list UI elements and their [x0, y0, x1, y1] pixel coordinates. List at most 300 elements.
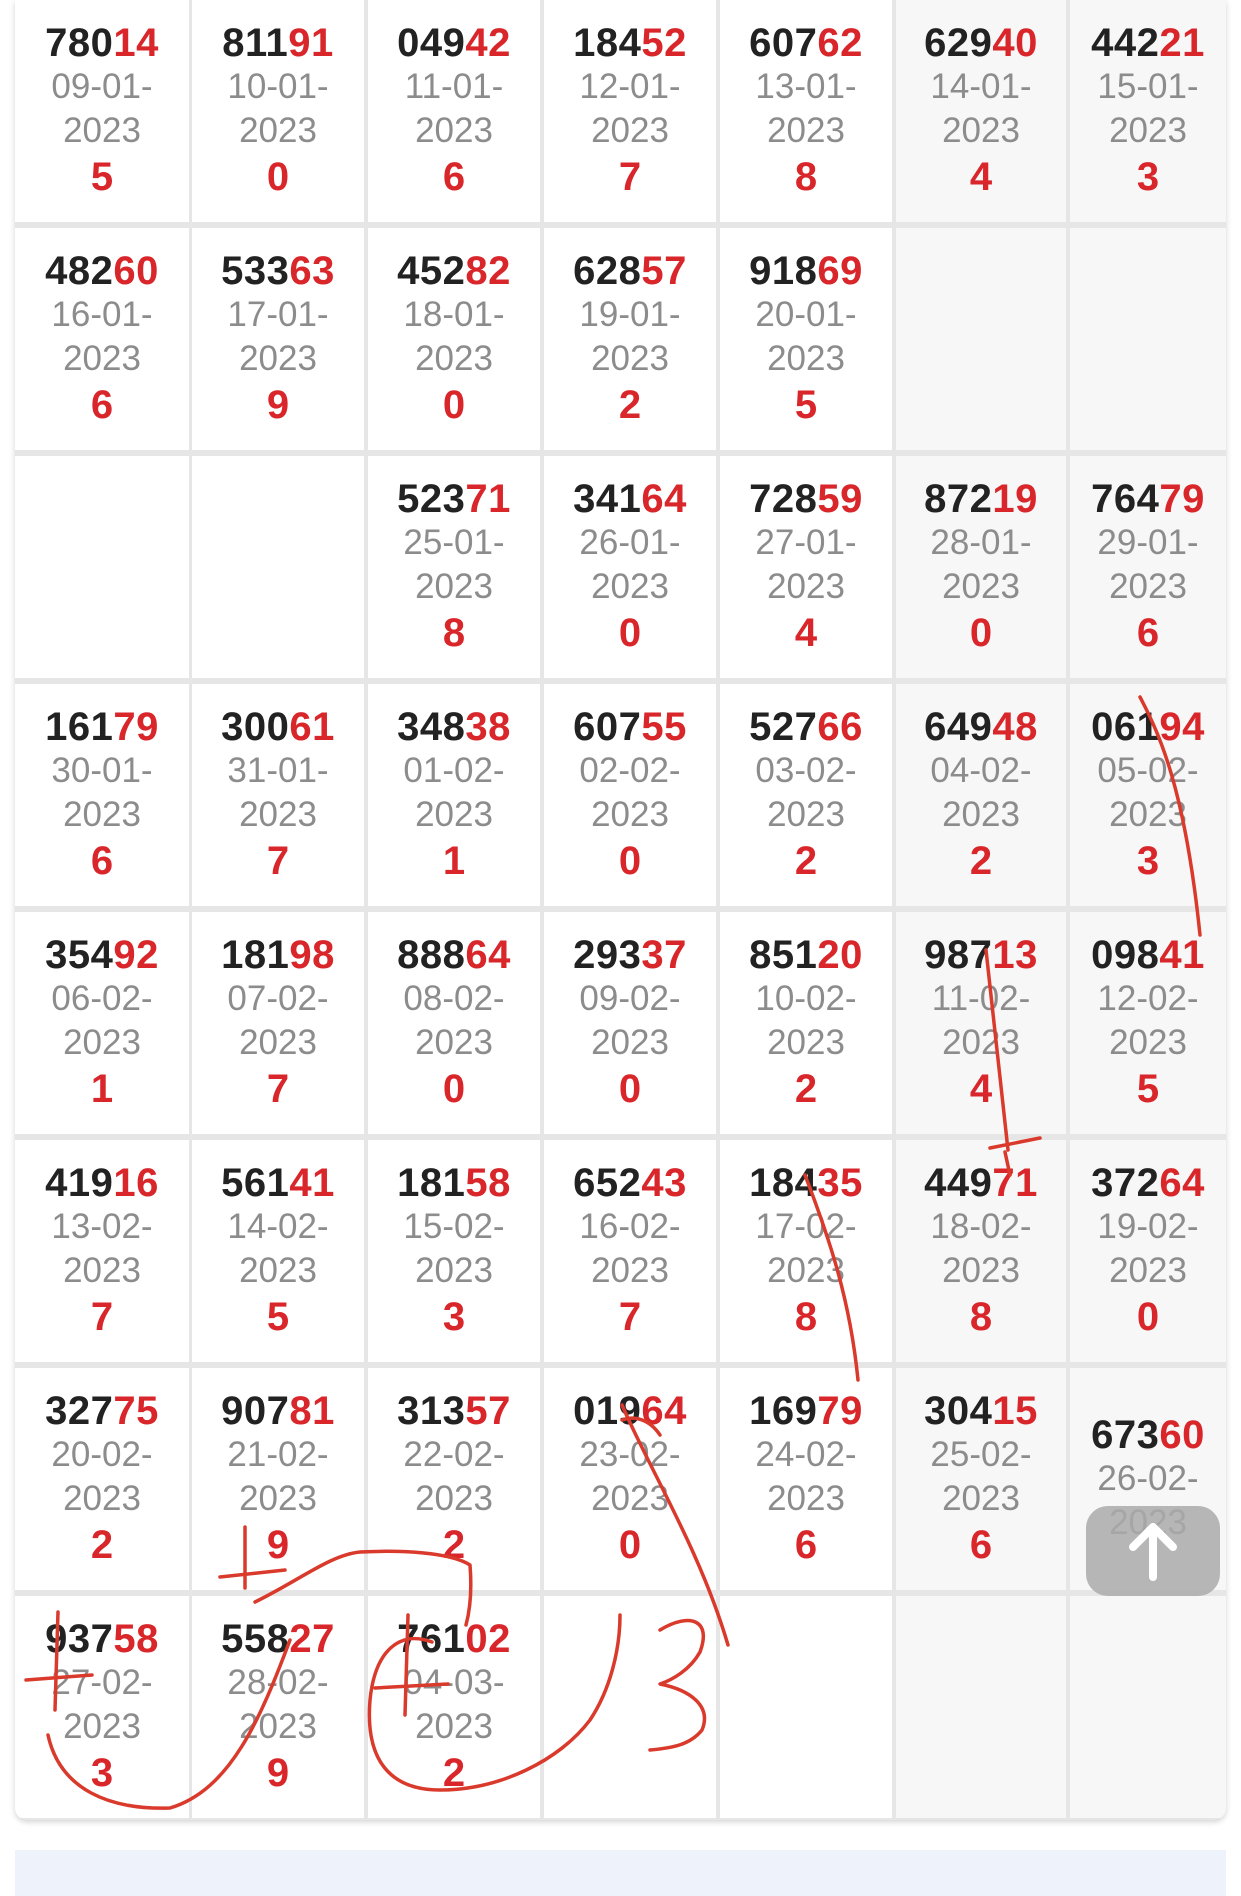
result-date-year: 2023 [63, 339, 141, 378]
result-date-day: 17-01- [227, 295, 329, 334]
result-digit: 1 [90, 1067, 114, 1111]
result-lead-digits: 607 [749, 21, 818, 65]
result-date-day: 10-02- [755, 979, 857, 1018]
result-digit: 3 [90, 1751, 114, 1795]
result-number [397, 1617, 511, 1661]
result-number [45, 249, 159, 293]
result-cell [720, 456, 892, 678]
footer-bar [15, 1850, 1226, 1896]
result-digit: 7 [90, 1295, 114, 1339]
result-tail-digits: 48 [992, 705, 1038, 749]
result-date-year: 2023 [1109, 1023, 1187, 1062]
result-digit: 8 [794, 1295, 818, 1339]
result-digit: 0 [969, 611, 993, 655]
result-date-year: 2023 [767, 111, 845, 150]
result-date-day: 11-01- [404, 67, 504, 106]
result-cell [720, 912, 892, 1134]
result-tail-digits: 38 [465, 705, 511, 749]
result-date-day: 12-01- [579, 67, 681, 106]
result-date-day: 25-01- [403, 523, 505, 562]
result-digit: 7 [266, 839, 290, 883]
result-number [573, 933, 687, 977]
result-date-year: 2023 [942, 111, 1020, 150]
result-date-day: 22-02- [403, 1435, 505, 1474]
result-tail-digits: 40 [992, 21, 1038, 65]
result-digit: 0 [618, 1067, 642, 1111]
result-number [573, 1389, 687, 1433]
result-date-year: 2023 [767, 795, 845, 834]
result-tail-digits: 62 [817, 21, 863, 65]
result-tail-digits: 94 [1159, 705, 1205, 749]
result-date-year: 2023 [1109, 1251, 1187, 1290]
result-date-day: 28-02- [227, 1663, 329, 1702]
result-cell [896, 1140, 1066, 1362]
result-date-day: 16-02- [579, 1207, 681, 1246]
result-lead-digits: 354 [45, 933, 114, 977]
result-number [45, 705, 159, 749]
result-tail-digits: 13 [992, 933, 1038, 977]
result-tail-digits: 71 [465, 477, 511, 521]
result-cell [1070, 456, 1226, 678]
result-number [749, 249, 863, 293]
result-digit: 6 [442, 155, 466, 199]
result-digit: 2 [969, 839, 993, 883]
result-cell [368, 1368, 540, 1590]
result-number [749, 705, 863, 749]
result-digit: 6 [1136, 611, 1160, 655]
result-number [749, 21, 863, 65]
result-digit: 2 [618, 383, 642, 427]
result-number [749, 1389, 863, 1433]
result-date-day: 13-02- [51, 1207, 153, 1246]
result-number [924, 21, 1038, 65]
result-number [573, 705, 687, 749]
results-grid [15, 0, 1226, 1820]
result-date-year: 2023 [591, 111, 669, 150]
result-lead-digits: 293 [573, 933, 642, 977]
result-date-day: 09-02- [579, 979, 681, 1018]
result-tail-digits: 61 [289, 705, 335, 749]
result-cell [368, 1140, 540, 1362]
result-digit: 4 [969, 1067, 993, 1111]
result-date-day: 19-01- [579, 295, 681, 334]
result-date-year: 2023 [942, 1479, 1020, 1518]
result-date-year: 2023 [767, 1023, 845, 1062]
result-cell [192, 684, 364, 906]
result-cell [720, 684, 892, 906]
result-lead-digits: 300 [221, 705, 290, 749]
result-cell [368, 1596, 540, 1818]
result-date-year: 2023 [63, 1251, 141, 1290]
result-digit: 0 [266, 155, 290, 199]
result-date-day: 14-01- [930, 67, 1032, 106]
empty-cell [896, 1596, 1066, 1818]
result-tail-digits: 59 [817, 477, 863, 521]
result-date-year: 2023 [591, 1023, 669, 1062]
result-date-day: 31-01- [227, 751, 329, 790]
result-number [397, 1161, 511, 1205]
result-date-year: 2023 [239, 1707, 317, 1746]
result-date-day: 09-01- [51, 67, 153, 106]
result-digit: 2 [90, 1523, 114, 1567]
result-cell [720, 1140, 892, 1362]
result-tail-digits: 79 [113, 705, 159, 749]
result-cell [896, 912, 1066, 1134]
result-tail-digits: 41 [289, 1161, 335, 1205]
result-date-day: 28-01- [930, 523, 1032, 562]
result-cell [720, 228, 892, 450]
result-lead-digits: 341 [573, 477, 642, 521]
result-date-day: 26-02- [1097, 1459, 1199, 1498]
result-date-year: 2023 [591, 1251, 669, 1290]
result-date-day: 24-02- [755, 1435, 857, 1474]
result-cell [15, 1368, 189, 1590]
result-date-year: 2023 [1109, 111, 1187, 150]
result-number [924, 1389, 1038, 1433]
result-lead-digits: 181 [221, 933, 290, 977]
result-lead-digits: 764 [1091, 477, 1160, 521]
empty-cell [720, 1596, 892, 1818]
result-tail-digits: 58 [465, 1161, 511, 1205]
result-lead-digits: 561 [221, 1161, 290, 1205]
result-cell [896, 0, 1066, 222]
result-lead-digits: 533 [221, 249, 290, 293]
result-tail-digits: 64 [465, 933, 511, 977]
scroll-to-top-button[interactable] [1086, 1506, 1220, 1596]
result-date-year: 2023 [415, 1251, 493, 1290]
result-cell [368, 0, 540, 222]
result-tail-digits: 82 [465, 249, 511, 293]
result-digit: 6 [794, 1523, 818, 1567]
result-date-year: 2023 [1109, 795, 1187, 834]
result-cell [544, 684, 716, 906]
result-lead-digits: 888 [397, 933, 466, 977]
result-digit: 2 [794, 1067, 818, 1111]
result-cell [544, 0, 716, 222]
result-date-year: 2023 [239, 795, 317, 834]
result-cell [1070, 1140, 1226, 1362]
result-digit: 8 [442, 611, 466, 655]
result-number [45, 1389, 159, 1433]
result-lead-digits: 851 [749, 933, 818, 977]
result-cell [192, 1596, 364, 1818]
result-number [1091, 1161, 1205, 1205]
result-number [924, 477, 1038, 521]
result-number [221, 705, 335, 749]
result-number [397, 21, 511, 65]
result-tail-digits: 58 [113, 1617, 159, 1661]
result-date-year: 2023 [767, 567, 845, 606]
result-date-day: 15-01- [1097, 67, 1199, 106]
result-date-year: 2023 [239, 1023, 317, 1062]
result-number [573, 249, 687, 293]
result-cell [192, 228, 364, 450]
result-lead-digits: 304 [924, 1389, 993, 1433]
result-digit: 6 [90, 839, 114, 883]
result-lead-digits: 098 [1091, 933, 1160, 977]
result-number [749, 477, 863, 521]
result-tail-digits: 43 [641, 1161, 687, 1205]
result-number [45, 1617, 159, 1661]
result-tail-digits: 20 [817, 933, 863, 977]
result-number [397, 1389, 511, 1433]
result-lead-digits: 607 [573, 705, 642, 749]
result-number [573, 477, 687, 521]
result-date-year: 2023 [767, 1479, 845, 1518]
result-cell [1070, 912, 1226, 1134]
result-lead-digits: 523 [397, 477, 466, 521]
result-date-year: 2023 [591, 1479, 669, 1518]
result-date-day: 13-01- [755, 67, 857, 106]
result-lead-digits: 652 [573, 1161, 642, 1205]
result-date-day: 26-01- [579, 523, 681, 562]
result-cell [368, 456, 540, 678]
result-number [573, 21, 687, 65]
result-lead-digits: 449 [924, 1161, 993, 1205]
result-tail-digits: 91 [288, 21, 334, 65]
result-number [397, 705, 511, 749]
result-date-day: 18-02- [930, 1207, 1032, 1246]
result-lead-digits: 019 [573, 1389, 642, 1433]
result-tail-digits: 37 [641, 933, 687, 977]
result-digit: 1 [442, 839, 466, 883]
result-tail-digits: 15 [992, 1389, 1038, 1433]
result-number [45, 1161, 159, 1205]
result-tail-digits: 60 [1159, 1413, 1205, 1457]
result-tail-digits: 16 [113, 1161, 159, 1205]
result-tail-digits: 02 [465, 1617, 511, 1661]
result-digit: 8 [794, 155, 818, 199]
result-cell [544, 912, 716, 1134]
result-digit: 0 [1136, 1295, 1160, 1339]
result-number [222, 21, 334, 65]
result-digit: 0 [618, 611, 642, 655]
result-lead-digits: 918 [749, 249, 818, 293]
result-cell [15, 1140, 189, 1362]
result-digit: 0 [442, 383, 466, 427]
result-lead-digits: 527 [749, 705, 818, 749]
result-cell [1070, 0, 1226, 222]
result-date-day: 01-02- [403, 751, 505, 790]
result-number [924, 1161, 1038, 1205]
result-date-day: 29-01- [1097, 523, 1199, 562]
result-lead-digits: 780 [45, 21, 114, 65]
result-date-day: 08-02- [403, 979, 505, 1018]
result-date-year: 2023 [63, 795, 141, 834]
empty-cell [896, 228, 1066, 450]
result-lead-digits: 061 [1091, 705, 1160, 749]
empty-cell [544, 1596, 716, 1818]
result-number [397, 477, 511, 521]
result-cell [192, 0, 364, 222]
result-digit: 3 [1136, 155, 1160, 199]
result-tail-digits: 75 [113, 1389, 159, 1433]
result-date-year: 2023 [942, 1023, 1020, 1062]
result-digit: 5 [1136, 1067, 1160, 1111]
result-digit: 9 [266, 1751, 290, 1795]
result-lead-digits: 184 [749, 1161, 818, 1205]
result-date-day: 20-01- [755, 295, 857, 334]
result-lead-digits: 482 [45, 249, 114, 293]
result-date-day: 03-02- [755, 751, 857, 790]
result-date-day: 19-02- [1097, 1207, 1199, 1246]
result-cell [544, 1140, 716, 1362]
result-lead-digits: 372 [1091, 1161, 1160, 1205]
empty-cell [1070, 1596, 1226, 1818]
result-date-day: 17-02- [755, 1207, 857, 1246]
result-cell [544, 1368, 716, 1590]
result-number [45, 21, 159, 65]
empty-cell [1070, 228, 1226, 450]
result-cell [896, 684, 1066, 906]
result-date-year: 2023 [767, 1251, 845, 1290]
result-tail-digits: 98 [289, 933, 335, 977]
result-tail-digits: 57 [465, 1389, 511, 1433]
result-date-day: 15-02- [403, 1207, 505, 1246]
result-date-year: 2023 [239, 1251, 317, 1290]
result-tail-digits: 66 [817, 705, 863, 749]
result-date-year: 2023 [767, 339, 845, 378]
result-digit: 0 [618, 839, 642, 883]
result-lead-digits: 761 [397, 1617, 466, 1661]
result-date-year: 2023 [63, 1479, 141, 1518]
result-lead-digits: 049 [397, 21, 466, 65]
result-lead-digits: 811 [222, 21, 289, 65]
result-tail-digits: 60 [113, 249, 159, 293]
result-date-year: 2023 [415, 1023, 493, 1062]
result-date-day: 18-01- [403, 295, 505, 334]
result-number [221, 1389, 335, 1433]
result-digit: 9 [266, 383, 290, 427]
result-date-year: 2023 [415, 1707, 493, 1746]
result-number [1091, 21, 1205, 65]
result-number [221, 1161, 335, 1205]
empty-cell [15, 456, 189, 678]
empty-cell [192, 456, 364, 678]
result-cell [15, 1596, 189, 1818]
result-number [397, 249, 511, 293]
result-number [1091, 1413, 1205, 1457]
result-lead-digits: 628 [573, 249, 642, 293]
result-lead-digits: 313 [397, 1389, 466, 1433]
result-lead-digits: 558 [221, 1617, 290, 1661]
result-tail-digits: 64 [641, 477, 687, 521]
result-date-year: 2023 [415, 795, 493, 834]
result-date-day: 27-01- [755, 523, 857, 562]
result-date-day: 11-02- [931, 979, 1031, 1018]
result-date-year: 2023 [591, 567, 669, 606]
result-date-year: 2023 [239, 111, 317, 150]
result-date-year: 2023 [415, 111, 493, 150]
result-lead-digits: 728 [749, 477, 818, 521]
result-date-day: 04-03- [403, 1663, 505, 1702]
result-date-day: 04-02- [930, 751, 1032, 790]
result-cell [15, 0, 189, 222]
result-date-year: 2023 [63, 111, 141, 150]
result-lead-digits: 937 [45, 1617, 114, 1661]
result-digit: 7 [618, 155, 642, 199]
result-lead-digits: 907 [221, 1389, 290, 1433]
result-date-day: 27-02- [51, 1663, 153, 1702]
result-digit: 5 [90, 155, 114, 199]
result-number [221, 1617, 335, 1661]
result-lead-digits: 452 [397, 249, 466, 293]
result-lead-digits: 872 [924, 477, 993, 521]
result-digit: 0 [618, 1523, 642, 1567]
result-tail-digits: 27 [289, 1617, 335, 1661]
result-tail-digits: 71 [992, 1161, 1038, 1205]
result-tail-digits: 52 [641, 21, 687, 65]
result-tail-digits: 57 [641, 249, 687, 293]
result-date-year: 2023 [239, 1479, 317, 1518]
result-number [1091, 477, 1205, 521]
result-number [221, 249, 335, 293]
result-date-year: 2023 [239, 339, 317, 378]
result-date-year: 2023 [942, 795, 1020, 834]
result-number [924, 933, 1038, 977]
result-lead-digits: 184 [573, 21, 642, 65]
result-digit: 4 [969, 155, 993, 199]
result-date-year: 2023 [415, 567, 493, 606]
result-date-day: 20-02- [51, 1435, 153, 1474]
result-digit: 3 [442, 1295, 466, 1339]
result-date-year: 2023 [415, 339, 493, 378]
result-lead-digits: 327 [45, 1389, 114, 1433]
result-cell [896, 1368, 1066, 1590]
result-date-day: 25-02- [930, 1435, 1032, 1474]
result-date-day: 21-02- [227, 1435, 329, 1474]
result-digit: 6 [90, 383, 114, 427]
result-tail-digits: 92 [113, 933, 159, 977]
result-digit: 0 [442, 1067, 466, 1111]
result-date-day: 23-02- [579, 1435, 681, 1474]
result-date-year: 2023 [63, 1023, 141, 1062]
result-digit: 3 [1136, 839, 1160, 883]
result-digit: 7 [266, 1067, 290, 1111]
result-date-day: 02-02- [579, 751, 681, 790]
result-number [45, 933, 159, 977]
result-number [1091, 705, 1205, 749]
result-date-day: 07-02- [227, 979, 329, 1018]
result-cell [192, 1140, 364, 1362]
result-cell [368, 912, 540, 1134]
result-cell [192, 912, 364, 1134]
result-date-year: 2023 [942, 567, 1020, 606]
result-date-year: 2023 [63, 1707, 141, 1746]
result-lead-digits: 169 [749, 1389, 818, 1433]
result-tail-digits: 79 [817, 1389, 863, 1433]
result-digit: 2 [442, 1751, 466, 1795]
result-lead-digits: 629 [924, 21, 993, 65]
result-tail-digits: 14 [113, 21, 159, 65]
result-number [573, 1161, 687, 1205]
result-digit: 6 [969, 1523, 993, 1567]
arrow-up-icon [1121, 1519, 1185, 1583]
result-lead-digits: 419 [45, 1161, 114, 1205]
result-cell [1070, 684, 1226, 906]
result-date-day: 30-01- [51, 751, 153, 790]
result-date-year: 2023 [591, 339, 669, 378]
result-lead-digits: 987 [924, 933, 993, 977]
result-digit: 4 [794, 611, 818, 655]
result-date-day: 05-02- [1097, 751, 1199, 790]
result-tail-digits: 69 [817, 249, 863, 293]
result-tail-digits: 21 [1159, 21, 1205, 65]
result-number [749, 933, 863, 977]
result-lead-digits: 161 [45, 705, 114, 749]
result-number [221, 933, 335, 977]
result-digit: 2 [794, 839, 818, 883]
